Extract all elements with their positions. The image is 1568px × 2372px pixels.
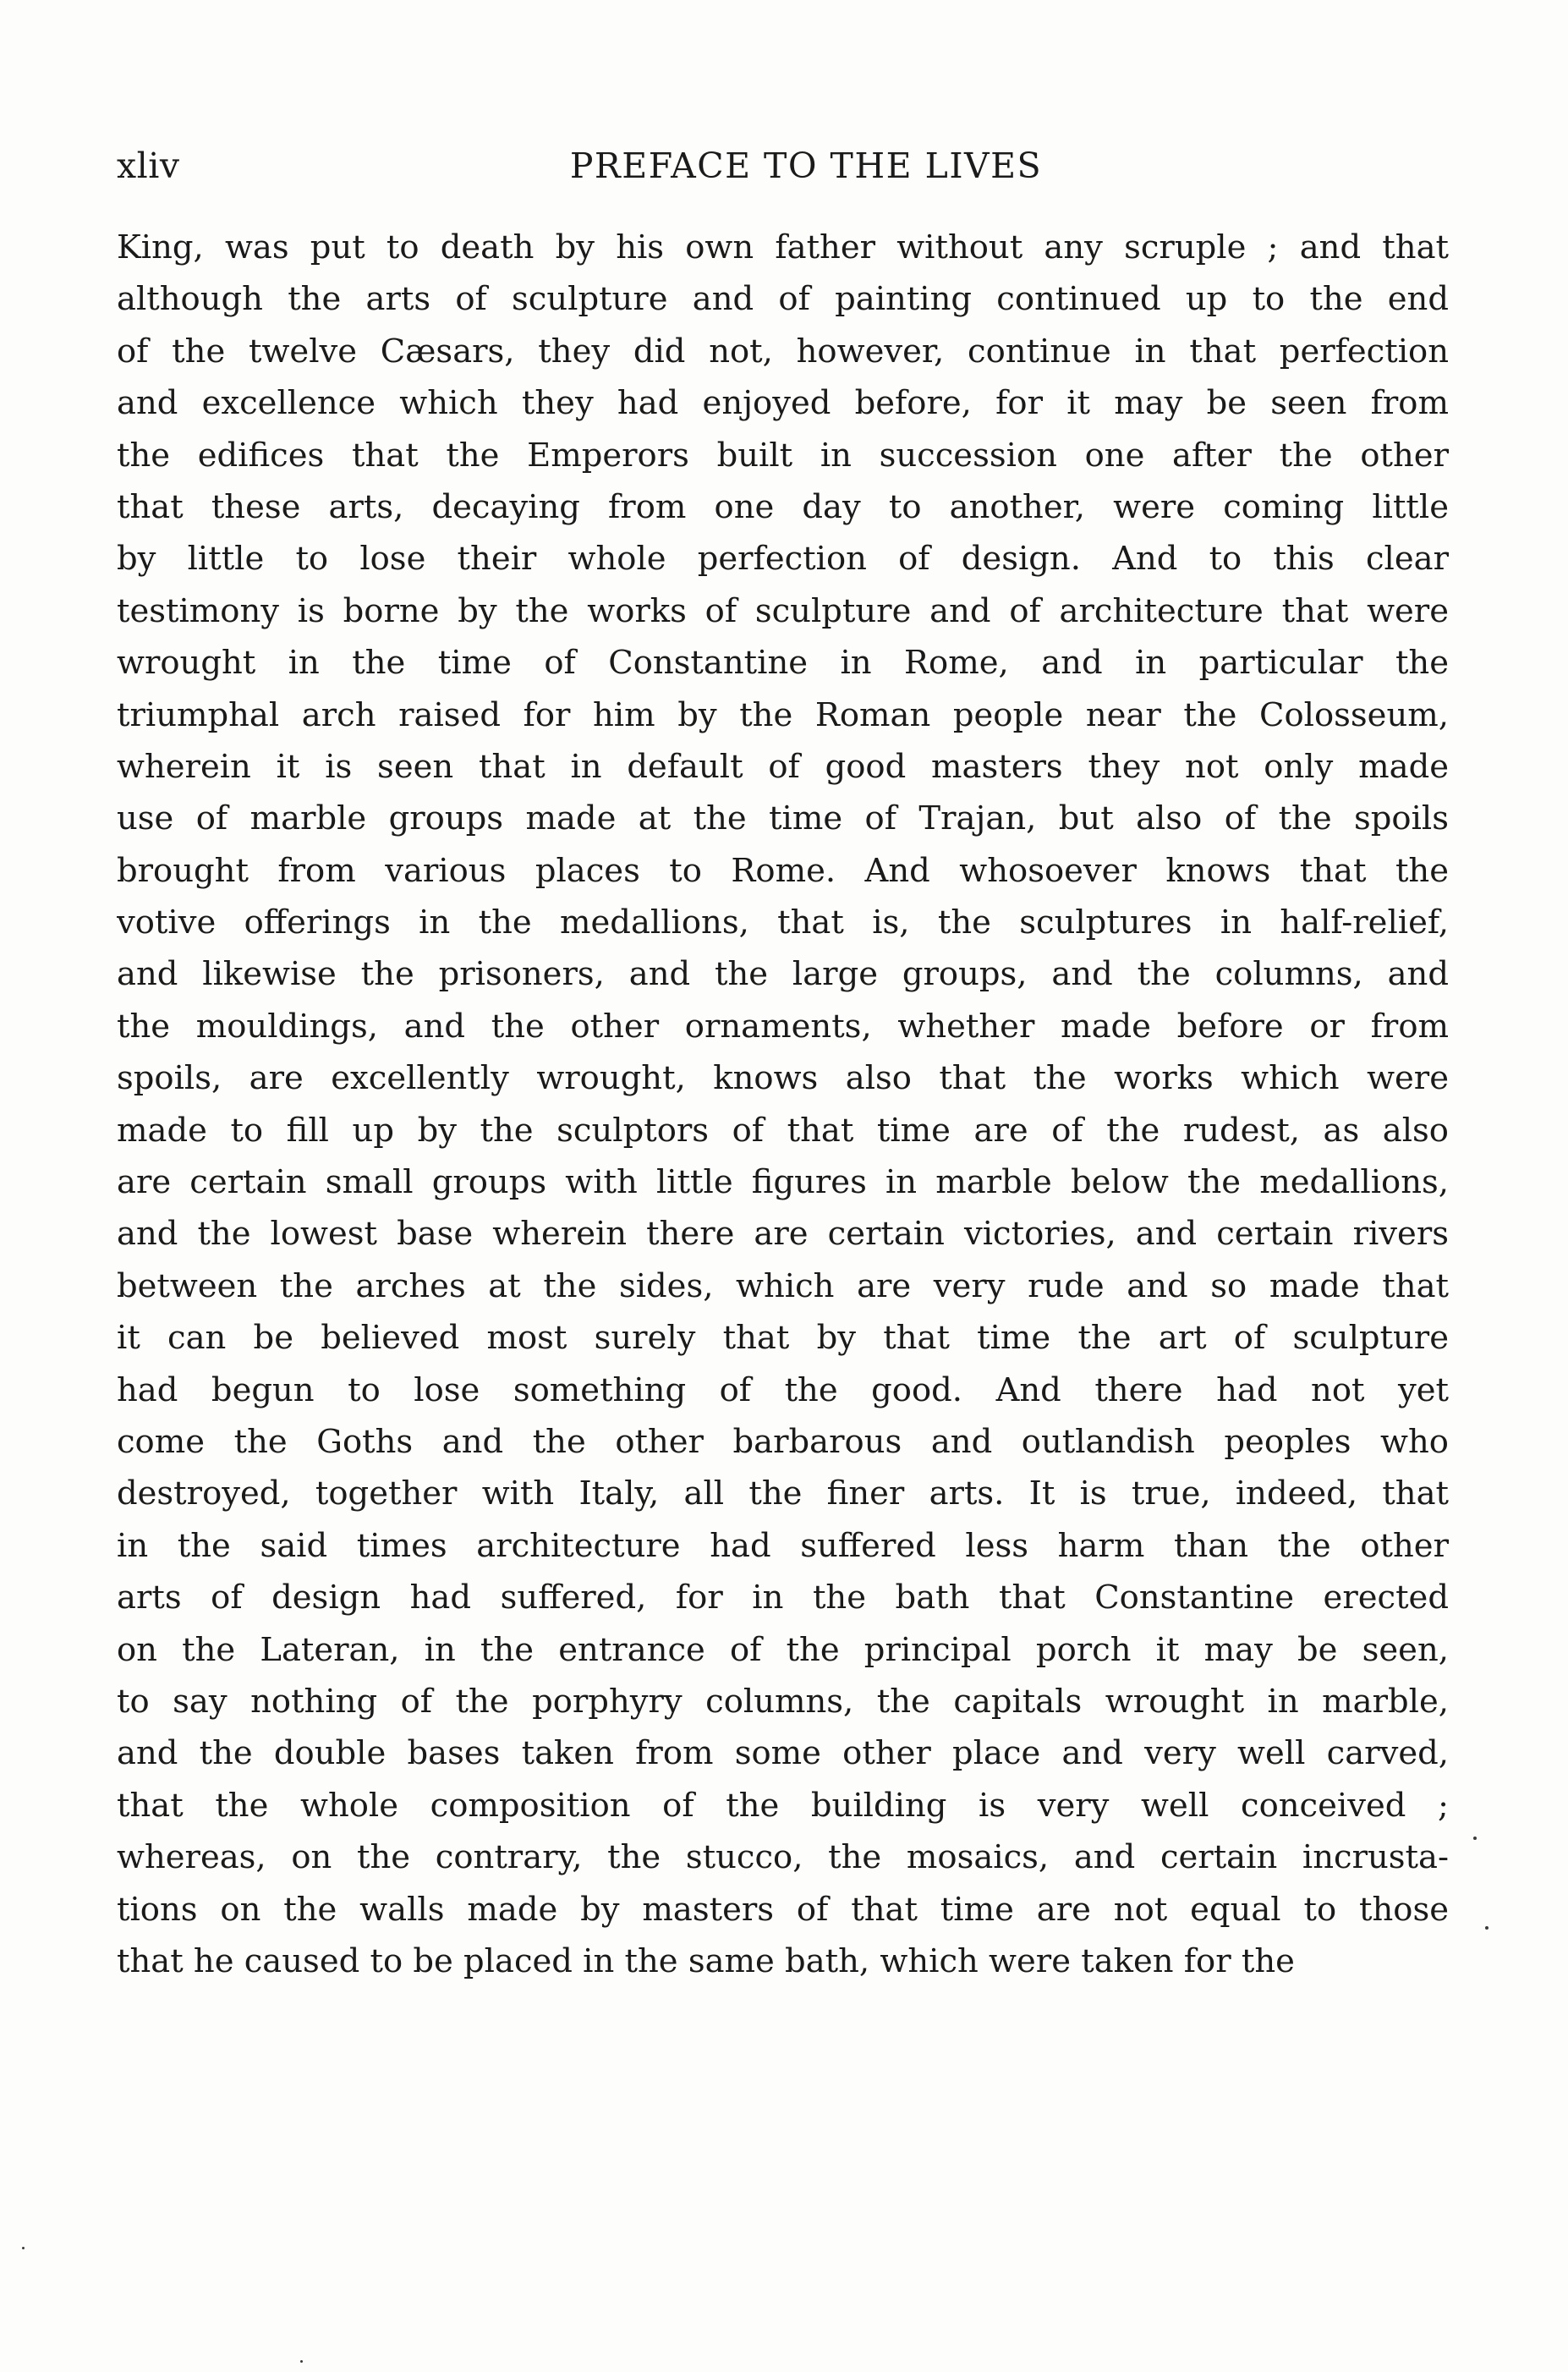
- text-line: to say nothing of the porphyry columns, the capitals wrought in marble,: [117, 1682, 1449, 1721]
- text-line: on the Lateran, in the entrance of the principal porch it may be seen,: [117, 1630, 1449, 1669]
- ink-speck: [1485, 1926, 1489, 1930]
- running-head: [117, 146, 1461, 196]
- text-line: it can be believed most surely that by that time the art of sculpture: [117, 1319, 1449, 1358]
- text-line: King, was put to death by his own father without any scruple ; and that: [117, 228, 1449, 266]
- page-title: PREFACE TO THE LIVES: [569, 146, 1043, 186]
- text-line: brought from various places to Rome. And whosoever knows that the: [117, 851, 1449, 890]
- text-line: come the Goths and the other barbarous and outlandish peoples who: [117, 1422, 1449, 1461]
- text-line: are certain small groups with little figures in marble below the medallions,: [117, 1163, 1449, 1202]
- text-line: triumphal arch raised for him by the Roman people near the Colosseum,: [117, 695, 1449, 734]
- body-text: [117, 222, 1449, 1987]
- text-line: whereas, on the contrary, the stucco, the mosaics, and certain incrusta-: [117, 1838, 1449, 1877]
- ink-speck: [1473, 1837, 1477, 1840]
- text-line: that these arts, decaying from one day to another, were coming little: [117, 487, 1449, 526]
- text-line: and likewise the prisoners, and the large groups, and the columns, and: [117, 955, 1449, 994]
- text-line: and the lowest base wherein there are certain victories, and certain rivers: [117, 1215, 1449, 1254]
- text-line: votive offerings in the medallions, that is, the sculptures in half-relief,: [117, 903, 1449, 942]
- text-line: the edifices that the Emperors built in succession one after the other: [117, 436, 1449, 475]
- text-line: of the twelve Cæsars, they did not, however, continue in that perfection: [117, 332, 1449, 371]
- text-line: and excellence which they had enjoyed before, for it may be seen from: [117, 384, 1449, 423]
- text-line: by little to lose their whole perfection of design. And to this clear: [117, 540, 1449, 579]
- text-line: between the arches at the sides, which are very rude and so made that: [117, 1266, 1449, 1305]
- text-line: wrought in the time of Constantine in Rome, and in particular the: [117, 644, 1449, 683]
- ink-speck: [22, 2247, 25, 2249]
- text-line: that the whole composition of the building is very well conceived ;: [117, 1786, 1449, 1825]
- text-line: had begun to lose something of the good. And there had not yet: [117, 1370, 1449, 1409]
- text-line: destroyed, together with Italy, all the finer arts. It is true, indeed, that: [117, 1474, 1449, 1513]
- text-line: in the said times architecture had suffered less harm than the other: [117, 1526, 1449, 1565]
- page-number: xliv: [117, 146, 180, 186]
- text-line: made to fill up by the sculptors of that time are of the rudest, as also: [117, 1111, 1449, 1150]
- text-line: tions on the walls made by masters of that time are not equal to those: [117, 1890, 1449, 1929]
- text-line: wherein it is seen that in default of good masters they not only made: [117, 747, 1449, 786]
- text-line: spoils, are excellently wrought, knows also that the works which were: [117, 1059, 1449, 1098]
- text-line: arts of design had suffered, for in the bath that Constantine erected: [117, 1579, 1449, 1617]
- text-line: the mouldings, and the other ornaments, whether made before or from: [117, 1007, 1449, 1046]
- text-line: although the arts of sculpture and of painting continued up to the end: [117, 280, 1449, 319]
- text-line: use of marble groups made at the time of Trajan, but also of the spoils: [117, 799, 1449, 838]
- text-line: testimony is borne by the works of sculpture and of architecture that were: [117, 591, 1449, 630]
- ink-speck: [300, 2360, 303, 2363]
- text-line: and the double bases taken from some other place and very well carved,: [117, 1734, 1449, 1773]
- text-line: that he caused to be placed in the same bath, which were taken for the: [117, 1941, 1295, 1980]
